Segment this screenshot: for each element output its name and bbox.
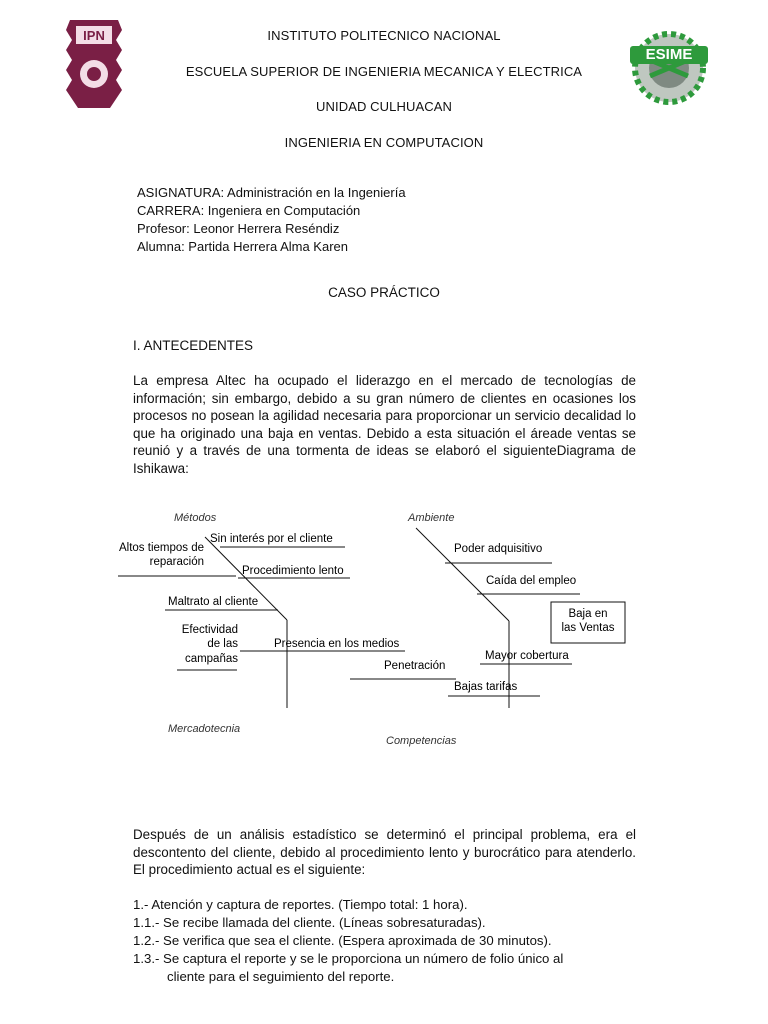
list-item: 1.2.- Se verifica que sea el cliente. (Espera aproximada de 30 minutos). — [133, 933, 552, 948]
diagram-lines — [118, 528, 625, 708]
effect-label-line1: Baja en — [568, 608, 608, 620]
cause-penetracion: Penetración — [384, 660, 446, 672]
course-career: CARRERA: Ingeniera en Computación — [137, 203, 361, 218]
cause-mayor-cobertura: Mayor cobertura — [485, 650, 569, 662]
cause-caida-empleo: Caída del empleo — [486, 575, 577, 587]
category-ambiente: Ambiente — [408, 512, 455, 524]
analysis-paragraph: Después de un análisis estadístico se determinó el principal problema, era el descontento del cliente, debido al procedimiento lento y burocrático para atenderlo. El procedimiento actual es el siguiente: — [133, 827, 636, 878]
cause-procedimiento-lento: Procedimiento lento — [242, 565, 344, 577]
cause-efectividad-line1: Efectividad — [181, 624, 238, 636]
school-name: ESCUELA SUPERIOR DE INGENIERIA MECANICA Y ELECTRICA — [185, 64, 583, 79]
cause-efectividad-line2: de las — [207, 638, 238, 650]
esime-logo-text: ESIME — [645, 46, 693, 63]
institution-name: INSTITUTO POLITECNICO NACIONAL — [267, 28, 501, 43]
category-metodos: Métodos — [174, 512, 217, 524]
list-item: 1.1.- Se recibe llamada del cliente. (Líneas sobresaturadas). — [133, 915, 486, 930]
cause-maltrato: Maltrato al cliente — [168, 596, 259, 608]
list-item: 1.3.- Se captura el reporte y se le proporciona un número de folio único al — [133, 951, 564, 966]
page-title: CASO PRÁCTICO — [328, 285, 440, 300]
course-student: Alumna: Partida Herrera Alma Karen — [137, 239, 348, 254]
cause-presencia: Presencia en los medios — [274, 638, 400, 650]
effect-label-line2: las Ventas — [561, 622, 615, 634]
category-mercadotecnia: Mercadotecnia — [168, 723, 241, 735]
category-competencias: Competencias — [386, 735, 457, 747]
list-item: cliente para el seguimiento del reporte. — [167, 969, 395, 984]
procedure-list — [133, 896, 653, 986]
unit-name: UNIDAD CULHUACAN — [316, 99, 452, 114]
career-name: INGENIERIA EN COMPUTACION — [284, 135, 484, 150]
course-info — [137, 184, 406, 256]
ishikawa-diagram — [0, 500, 768, 760]
section-heading-antecedentes: I. ANTECEDENTES — [133, 338, 254, 353]
cause-bajas-tarifas: Bajas tarifas — [454, 681, 518, 693]
cause-efectividad-line3: campañas — [184, 653, 238, 665]
cause-altos-tiempos-line1: Altos tiempos de — [118, 542, 204, 554]
list-item: 1.- Atención y captura de reportes. (Tiempo total: 1 hora). — [133, 897, 468, 912]
cause-poder-adquisitivo: Poder adquisitivo — [454, 543, 543, 555]
ipn-logo-text: IPN — [83, 28, 105, 43]
course-professor: Profesor: Leonor Herrera Reséndiz — [137, 221, 340, 236]
course-subject: ASIGNATURA: Administración en la Ingeniería — [137, 185, 406, 200]
cause-sin-interes: Sin interés por el cliente — [210, 533, 333, 545]
intro-paragraph: La empresa Altec ha ocupado el liderazgo en el mercado de tecnologías de información; sin embargo, debido a su gran número de clientes en ocasiones los procesos no posean la agilidad necesaria para proporcionar un servicio decalidad lo que ha originado una baja en ventas. Debido a esta situación el áreade ventas se reunió y a través de una tormenta de ideas se elaboró el siguienteDiagrama de Ishikawa: — [133, 373, 636, 476]
cause-altos-tiempos-line2: reparación — [149, 556, 204, 568]
